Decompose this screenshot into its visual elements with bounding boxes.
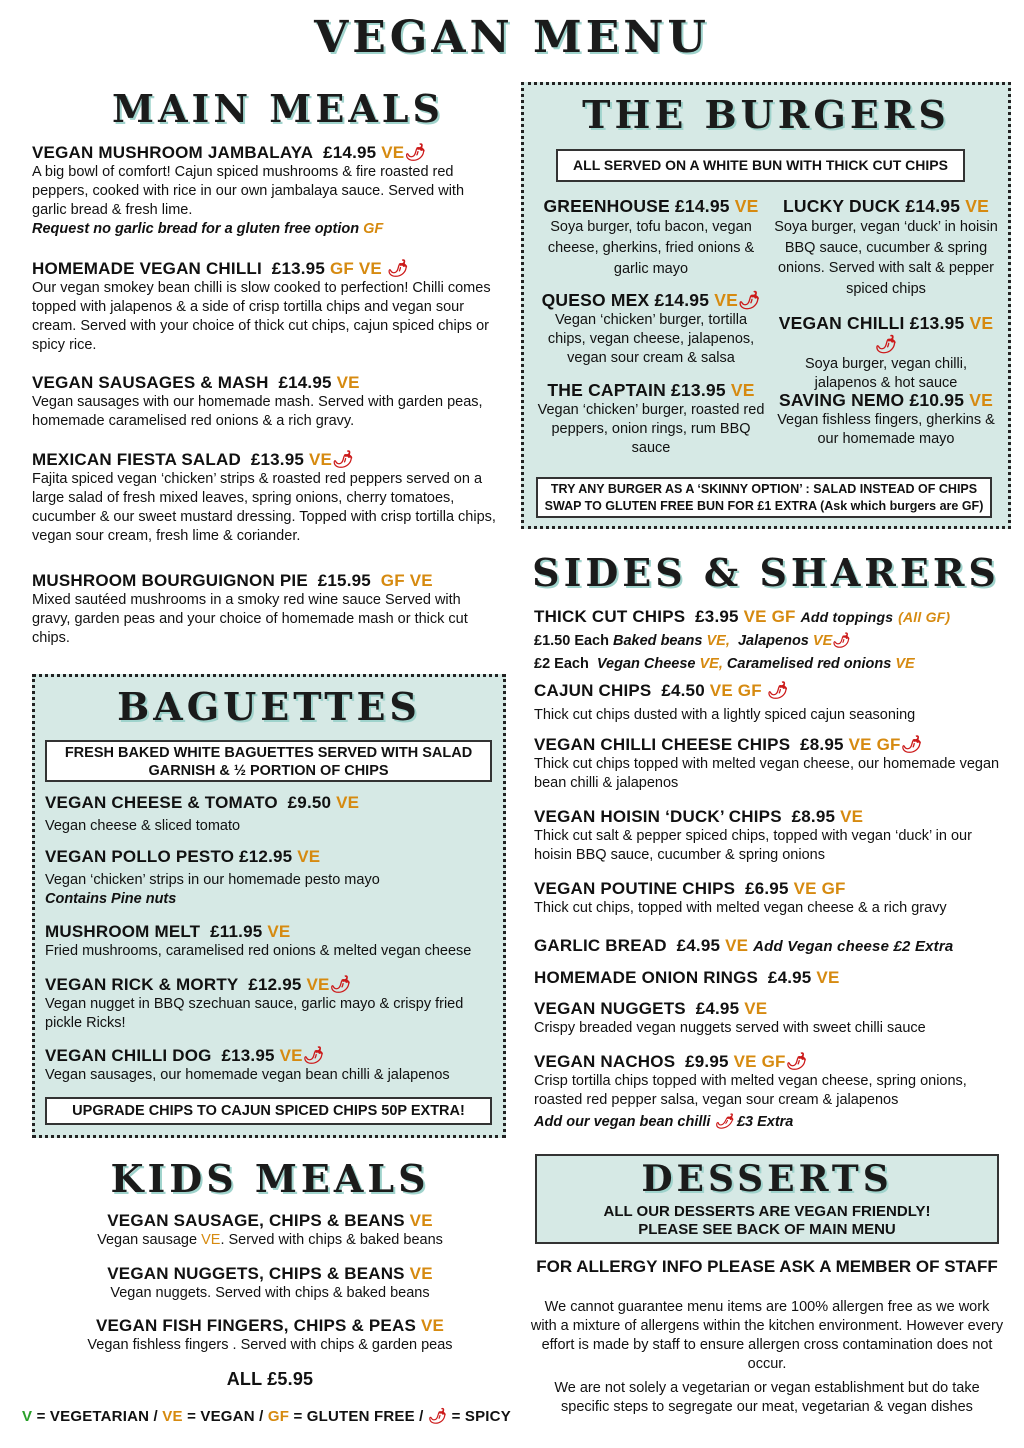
side-item bbox=[534, 807, 1004, 865]
diet-tag: VE bbox=[201, 1232, 221, 1248]
item-price: £12.95 bbox=[239, 847, 293, 866]
diet-tag: VE bbox=[812, 633, 833, 649]
item-price: £13.95 bbox=[671, 380, 726, 400]
baguette-item bbox=[45, 793, 500, 836]
item-name: VEGAN SAUSAGES & MASH bbox=[32, 373, 269, 392]
desserts-heading: DESSERTS bbox=[641, 1158, 893, 1200]
diet-legend bbox=[22, 1407, 522, 1425]
item-price: £10.95 bbox=[909, 390, 965, 410]
topping-price: £1.50 Each bbox=[534, 633, 609, 649]
page-title: VEGAN MENU bbox=[314, 12, 710, 63]
legend-gf-text: = GLUTEN FREE / bbox=[293, 1408, 424, 1425]
legend-spicy-text: = SPICY bbox=[451, 1408, 511, 1425]
item-price: £13.95 bbox=[250, 450, 305, 469]
item-name: VEGAN CHILLI bbox=[778, 313, 905, 333]
item-name: VEGAN CHILLI CHEESE CHIPS bbox=[534, 735, 791, 754]
side-item bbox=[534, 936, 1014, 956]
legend-v: V bbox=[22, 1408, 33, 1425]
chilli-icon: 🌶 bbox=[427, 1408, 448, 1425]
item-name: VEGAN NACHOS bbox=[534, 1052, 676, 1071]
item-desc: Soya burger, tofu bacon, vegan cheese, gherkins, fried onions & garlic mayo bbox=[547, 219, 755, 277]
sides-list bbox=[534, 607, 1014, 681]
burgers-footer bbox=[536, 477, 992, 518]
item-desc: Mixed sautéed mushrooms in a smoky red wine sauce Served with gravy, garden peas and your choice of homemade mash or thick cut chips. bbox=[32, 592, 468, 646]
baguette-item bbox=[45, 922, 500, 961]
chilli-icon: 🌶 bbox=[874, 334, 898, 354]
kids-item bbox=[20, 1264, 520, 1303]
sides-heading: SIDES & SHARERS bbox=[532, 550, 1000, 595]
burgers-banner: ALL SERVED ON A WHITE BUN WITH THICK CUT CHIPS bbox=[556, 149, 965, 182]
diet-tag: VE GF bbox=[733, 1052, 786, 1071]
item-desc: Our vegan smokey bean chilli is slow cooked to perfection! Chilli comes topped with jalapenos & a side of crisp tortilla chips and vegan sour cream. Served with your choice of thick cut chips, cajun spiced chips or spicy rice. bbox=[32, 280, 491, 353]
diet-tag: VE bbox=[336, 793, 360, 812]
item-price: £14.95 bbox=[278, 373, 332, 392]
diet-tag: VE bbox=[308, 450, 333, 469]
chilli-extra-price: £3 Extra bbox=[736, 1114, 794, 1130]
item-name: VEGAN CHEESE & TOMATO bbox=[45, 793, 278, 812]
chilli-icon: 🌶 bbox=[332, 450, 354, 469]
diet-tag: VE bbox=[965, 196, 989, 216]
item-desc: Vegan cheese & sliced tomato bbox=[45, 818, 241, 834]
burger-item bbox=[530, 380, 772, 458]
kids-heading: KIDS MEALS bbox=[110, 1156, 430, 1201]
item-name: VEGAN CHILLI DOG bbox=[45, 1046, 212, 1065]
item-name: MUSHROOM BOURGUIGNON PIE bbox=[32, 571, 308, 590]
diet-tag: VE bbox=[744, 999, 768, 1018]
legend-ve-text: = VEGAN / bbox=[187, 1408, 264, 1425]
item-desc: Thick cut chips, topped with melted vegan cheese & a rich gravy bbox=[534, 900, 947, 916]
item-price: £3.95 bbox=[695, 607, 739, 626]
item-name: THICK CUT CHIPS bbox=[534, 607, 686, 626]
item-desc: Soya burger, vegan ‘duck’ in hoisin BBQ sauce, cucumber & spring onions. Served with salt & pepper spiced chips bbox=[774, 219, 998, 297]
chilli-icon: 🌶 bbox=[329, 975, 352, 994]
diet-tag: VE bbox=[297, 847, 321, 866]
item-price: £14.95 bbox=[674, 196, 730, 216]
diet-tag: GF VE bbox=[380, 571, 433, 590]
topping-text: Baked beans bbox=[613, 633, 703, 649]
main-item bbox=[32, 571, 502, 648]
side-item bbox=[534, 1052, 1004, 1132]
item-price: £6.95 bbox=[745, 879, 789, 898]
diet-tag: VE bbox=[409, 1211, 433, 1230]
chilli-icon: 🌶 bbox=[714, 1114, 733, 1130]
item-price: £8.95 bbox=[800, 735, 844, 754]
allergy-paragraph: We cannot guarantee menu items are 100% allergen free as we work with a mixture of allergens within the kitchen environment. However every effort is made by staff to ensure allergen cross contamination does not occur. bbox=[530, 1299, 1004, 1372]
item-desc: . Served with chips & baked beans bbox=[220, 1232, 443, 1248]
item-desc: Vegan nugget in BBQ szechuan sauce, garlic mayo & crispy fried pickle Ricks! bbox=[45, 996, 464, 1031]
kids-item bbox=[20, 1211, 520, 1250]
item-price: £13.95 bbox=[221, 1046, 275, 1065]
diet-tag: VE bbox=[306, 975, 330, 994]
item-note: Request no garlic bread for a gluten free option bbox=[32, 221, 360, 237]
item-desc: Vegan sausage bbox=[97, 1232, 198, 1248]
item-desc: Crisp tortilla chips topped with melted vegan cheese, spring onions, roasted red pepper salsa, vegan sour cream & jalapenos bbox=[534, 1073, 967, 1108]
allergy-paragraph: We are not solely a vegetarian or vegan establishment but do take specific steps to segregate our meat, vegetarian & vegan dishes bbox=[554, 1380, 980, 1415]
item-name: MEXICAN FIESTA SALAD bbox=[32, 450, 241, 469]
burger-item bbox=[530, 290, 772, 368]
item-name: VEGAN POLLO PESTO bbox=[45, 847, 235, 866]
item-price: £4.95 bbox=[767, 968, 812, 987]
baguettes-banner bbox=[45, 740, 492, 782]
baguettes-heading: BAGUETTES bbox=[117, 684, 421, 729]
main-item bbox=[32, 259, 502, 355]
side-item bbox=[534, 681, 1014, 725]
diet-tag: GF bbox=[363, 221, 384, 237]
upgrade-banner: UPGRADE CHIPS TO CAJUN SPICED CHIPS 50P EXTRA! bbox=[45, 1097, 492, 1125]
diet-tag: VE GF bbox=[709, 681, 762, 700]
chilli-icon: 🌶 bbox=[302, 1046, 325, 1065]
item-name: MUSHROOM MELT bbox=[45, 922, 201, 941]
side-item bbox=[534, 879, 1004, 918]
item-name: GARLIC BREAD bbox=[534, 936, 667, 955]
item-desc: A big bowl of comfort! Cajun spiced mushrooms & fire roasted red peppers, cooked with rice in our own jambalaya sauce. Served with garlic bread & fresh lime. bbox=[32, 164, 465, 218]
desserts-line: ALL OUR DESSERTS ARE VEGAN FRIENDLY! bbox=[603, 1203, 931, 1220]
item-desc: Soya burger, vegan chilli, jalapenos & hot sauce bbox=[804, 356, 967, 391]
item-price: £13.95 bbox=[271, 259, 325, 278]
item-name: CAJUN CHIPS bbox=[534, 681, 652, 700]
item-price: £15.95 bbox=[317, 571, 371, 590]
item-name: VEGAN MUSHROOM JAMBALAYA bbox=[32, 143, 314, 162]
baguette-item bbox=[45, 975, 500, 1033]
side-item bbox=[534, 999, 1014, 1038]
item-desc: Vegan sausages, our homemade vegan bean chilli & jalapenos bbox=[45, 1067, 450, 1083]
item-price: £12.95 bbox=[248, 975, 302, 994]
chilli-icon: 🌶 bbox=[404, 143, 427, 162]
item-desc: Vegan sausages with our homemade mash. Served with garden peas, homemade caramelised red onions & a rich gravy. bbox=[32, 394, 483, 429]
item-desc: Vegan ‘chicken’ strips in our homemade pesto mayo bbox=[45, 872, 380, 888]
baguette-item bbox=[45, 1046, 500, 1085]
item-name: VEGAN NUGGETS bbox=[534, 999, 686, 1018]
add-toppings-text: Add toppings bbox=[800, 609, 894, 625]
diet-tag: VE GF bbox=[848, 735, 901, 754]
garlic-extra-text: Add Vegan cheese £2 Extra bbox=[753, 938, 954, 955]
item-name: VEGAN NUGGETS, CHIPS & BEANS bbox=[107, 1264, 405, 1283]
item-name: VEGAN RICK & MORTY bbox=[45, 975, 239, 994]
baguettes-banner-line: GARNISH & ½ PORTION OF CHIPS bbox=[148, 763, 389, 779]
desserts-text bbox=[535, 1203, 999, 1239]
item-desc: Thick cut chips topped with melted vegan cheese, our homemade vegan bean chilli & jalapenos bbox=[534, 756, 1000, 791]
burgers-heading: THE BURGERS bbox=[582, 92, 950, 137]
diet-tag: VE, bbox=[699, 656, 723, 672]
diet-tag: VE bbox=[969, 390, 993, 410]
item-price: £14.95 bbox=[905, 196, 961, 216]
item-desc: Vegan nuggets. Served with chips & baked beans bbox=[110, 1285, 430, 1301]
item-price: £11.95 bbox=[210, 922, 263, 941]
item-desc: Crispy breaded vegan nuggets served with sweet chilli sauce bbox=[534, 1020, 926, 1036]
item-name: SAVING NEMO bbox=[779, 390, 905, 410]
diet-tag: VE bbox=[420, 1316, 445, 1335]
burger-item bbox=[530, 196, 772, 280]
diet-tag: VE bbox=[730, 380, 755, 400]
diet-tag: VE bbox=[267, 922, 291, 941]
item-name: LUCKY DUCK bbox=[783, 196, 901, 216]
legend-ve: VE bbox=[162, 1408, 183, 1425]
diet-tag: VE bbox=[336, 373, 360, 392]
item-name: QUESO MEX bbox=[541, 290, 650, 310]
diet-tag: VE bbox=[725, 936, 749, 955]
item-note: Contains Pine nuts bbox=[45, 891, 177, 907]
legend-gf: GF bbox=[267, 1408, 290, 1425]
side-item bbox=[534, 968, 1014, 988]
baguettes-banner-line: FRESH BAKED WHITE BAGUETTES SERVED WITH SALAD bbox=[64, 745, 473, 761]
diet-tag: VE bbox=[279, 1046, 303, 1065]
main-item bbox=[32, 373, 502, 431]
item-price: £4.50 bbox=[661, 681, 705, 700]
item-desc: Thick cut salt & pepper spiced chips, topped with vegan ‘duck’ in our hoisin BBQ sauce, cucumber & spring onions bbox=[534, 828, 972, 863]
diet-tag: VE bbox=[409, 1264, 433, 1283]
item-desc: Fajita spiced vegan ‘chicken’ strips & roasted red peppers served on a large salad of fresh mixed leaves, spring onions, cherry tomatoes, cucumber & our sweet mustard dressing. Topped with crisp tortilla chips, vegan sour cream, fresh lime & coriander. bbox=[32, 471, 496, 544]
item-price: £4.95 bbox=[676, 936, 721, 955]
diet-tag: VE GF bbox=[743, 607, 796, 626]
item-price: £9.95 bbox=[685, 1052, 729, 1071]
side-item bbox=[534, 735, 1004, 793]
burger-item bbox=[770, 313, 1002, 393]
legend-v-text: = VEGETARIAN / bbox=[36, 1408, 158, 1425]
item-price: £9.50 bbox=[287, 793, 332, 812]
diet-tag: VE bbox=[969, 313, 994, 333]
desserts-line: PLEASE SEE BACK OF MAIN MENU bbox=[638, 1221, 896, 1238]
item-name: VEGAN POUTINE CHIPS bbox=[534, 879, 736, 898]
topping-price: £2 Each bbox=[534, 656, 589, 672]
baguette-item bbox=[45, 847, 500, 909]
item-price: £13.95 bbox=[909, 313, 965, 333]
diet-tag: (All GF) bbox=[898, 609, 951, 625]
allergy-title: FOR ALLERGY INFO PLEASE ASK A MEMBER OF STAFF bbox=[536, 1257, 998, 1276]
topping-text: Vegan Cheese bbox=[596, 656, 696, 672]
diet-tag: VE bbox=[381, 143, 405, 162]
item-price: £8.95 bbox=[791, 807, 836, 826]
diet-tag: VE bbox=[734, 196, 759, 216]
topping-text: Jalapenos bbox=[737, 633, 809, 649]
item-name: VEGAN FISH FINGERS, CHIPS & PEAS bbox=[95, 1316, 416, 1335]
diet-tag: VE bbox=[714, 290, 738, 310]
topping-text: Caramelised red onions bbox=[726, 656, 892, 672]
item-name: HOMEMADE VEGAN CHILLI bbox=[32, 259, 262, 278]
item-price: £4.95 bbox=[695, 999, 740, 1018]
item-desc: Fried mushrooms, caramelised red onions & melted vegan cheese bbox=[45, 943, 472, 959]
chilli-icon: 🌶 bbox=[737, 290, 761, 310]
chilli-icon: 🌶 bbox=[832, 633, 851, 649]
diet-tag: GF VE bbox=[329, 259, 382, 278]
kids-all-price: ALL £5.95 bbox=[226, 1369, 314, 1389]
main-item bbox=[32, 450, 502, 546]
chilli-icon: 🌶 bbox=[785, 1052, 808, 1071]
main-item bbox=[32, 143, 502, 239]
item-name: THE CAPTAIN bbox=[547, 380, 666, 400]
chilli-icon: 🌶 bbox=[766, 681, 789, 700]
item-desc: Vegan fishless fingers . Served with chips & garden peas bbox=[87, 1337, 453, 1353]
item-price: £14.95 bbox=[323, 143, 377, 162]
item-name: HOMEMADE ONION RINGS bbox=[534, 968, 759, 987]
item-desc: Vegan fishless fingers, gherkins & our homemade mayo bbox=[777, 412, 995, 447]
diet-tag: VE bbox=[895, 656, 915, 672]
diet-tag: VE bbox=[840, 807, 864, 826]
burger-item bbox=[770, 390, 1002, 449]
kids-item bbox=[20, 1316, 520, 1355]
item-desc: Vegan ‘chicken’ burger, roasted red peppers, onion rings, rum BBQ sauce bbox=[537, 402, 765, 456]
chilli-extra-text: Add our vegan bean chilli bbox=[534, 1114, 711, 1130]
chilli-icon: 🌶 bbox=[900, 735, 923, 754]
item-desc: Vegan ‘chicken’ burger, tortilla chips, vegan cheese, jalapenos, vegan sour cream & salsa bbox=[547, 312, 755, 366]
chilli-icon: 🌶 bbox=[386, 259, 409, 278]
item-desc: Thick cut chips dusted with a lightly spiced cajun seasoning bbox=[534, 707, 916, 723]
diet-tag: VE, bbox=[706, 633, 730, 649]
item-name: VEGAN SAUSAGE, CHIPS & BEANS bbox=[107, 1211, 405, 1230]
item-price: £14.95 bbox=[654, 290, 710, 310]
burger-item bbox=[770, 196, 1002, 299]
diet-tag: VE bbox=[816, 968, 840, 987]
main-meals-heading: MAIN MEALS bbox=[112, 86, 444, 131]
item-name: GREENHOUSE bbox=[543, 196, 670, 216]
diet-tag: VE GF bbox=[793, 879, 846, 898]
gluten-free-bun-text: SWAP TO GLUTEN FREE BUN FOR £1 EXTRA (Ask which burgers are GF) bbox=[544, 499, 984, 513]
skinny-option-text: TRY ANY BURGER AS A ‘SKINNY OPTION’ : SALAD INSTEAD OF CHIPS bbox=[550, 482, 978, 496]
item-name: VEGAN HOISIN ‘DUCK’ CHIPS bbox=[534, 807, 782, 826]
